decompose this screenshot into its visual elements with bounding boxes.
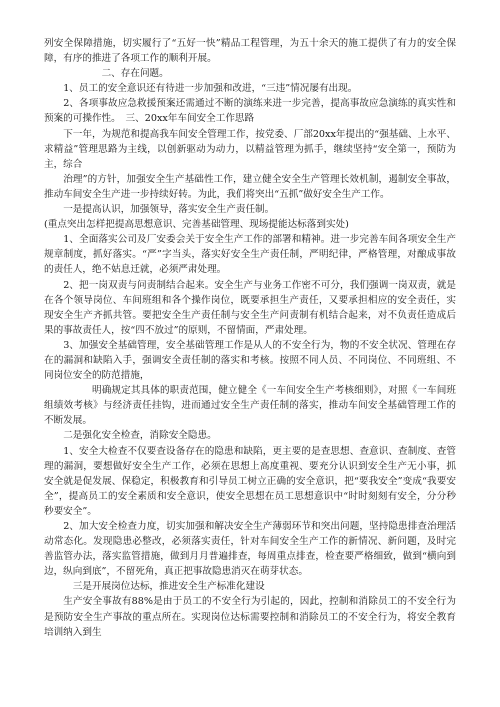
paragraph-item-1: 1、全面落实公司及厂安委会关于安全生产工作的部署和精神。进一步完善车间各项安全生产规章制度，抓好落实。“严”字当头，落实好安全生产责任制，严明纪律，严格管理，对酿成事故的责任人，绝不姑息迁就，必须严肃处理。 (44, 234, 456, 276)
paragraph-inspection-2: 2、加大安全检查力度，切实加强和解决安全生产薄弱环节和突出问题，坚持隐患排查治理活动常态化。发现隐患必整改，必须落实责任，针对车间安全生产工作的新情况、新问题，及时完善监管办法，落实监管措施，做到月月普遍排查，每周重点排查，检查要严格细致，做到“横向到边，纵向到底”，不留死角，真正把事故隐患消灭在萌芽状态。 (44, 521, 456, 578)
paragraph-standardization: 生产安全事故有88%是由于员工的不安全行为引起的，因此，控制和消除员工的不安全行为是预防安全生产事故的重点所在。实现岗位达标需要控制和消除员工的不安全行为，将安全教育培训纳入到生 (44, 596, 456, 638)
heading-point-1: 一是提高认识，加强领导，落实安全生产责任制。 (63, 204, 275, 216)
paragraph-inspection-1: 1、安全大检查不仅要查设备存在的隐患和缺陷，更主要的是查思想、查意识、查制度、查管理的漏洞，要想做好安全生产工作，必须在思想上高度重视、要充分认识到安全生产无小事，抓安全就是促发展、保稳定，积极教育和引导员工树立正确的安全意识，把“要我安全”变成“我要安全”，提高员工的安全素质和安全意识，使安全思想在员工思想意识中“时时刻刻有安全，分分秒秒要安全”。 (44, 445, 456, 517)
paragraph-policy: 治理”的方针，加强安全生产基础性工作，建立健全安全生产管理长效机制，遏制安全事故，推动车间安全生产进一步持续好转。为此，我们将突出“五抓”做好安全生产工作。 (44, 173, 456, 200)
paragraph-item-2: 2、把一岗双责与问责制结合起来。安全生产与业务工作密不可分，我们强调一岗双责，就是在各个领导岗位、车间班组和各个操作岗位，既要承担生产责任，又要承担相应的安全责任，实现安全生产齐抓共管。要把安全生产责任制与安全生产问责制有机结合起来，对不负责任造成后果的事故责任人，按“四不放过”的原则，不留情面，严肃处理。 (44, 279, 456, 336)
heading-point-2: 二是强化安全检查，消除安全隐患。 (63, 430, 217, 442)
paragraph-problem-1: 1、员工的安全意识还有待进一步加强和改进，“三违”情况屡有出现。 (63, 83, 358, 95)
paragraph-item-3: 3、加强安全基础管理，安全基础管理工作是从人的不安全行为，物的不安全状况、管理在存在的漏洞和缺陷入手，强调安全责任制的落实和考核。按照不同人员、不同岗位、不同班组、不同岗位安全的防范措施， (44, 339, 456, 382)
paragraph-problem-2: 2、各项事故应急救援预案还需通过不断的演练来进一步完善，提高事故应急演练的真实性和预案的可操作性。 三、20xx年车间安全工作思路 (44, 98, 456, 125)
paragraph-next-year: 下一年，为规范和提高我车间安全管理工作，按党委、厂部20xx年提出的“强基础、上水平、求精益”管理思路为主线，以创新驱动为动力，以精益管理为抓手，继续坚持“安全第一，预防为主，综合 (44, 128, 456, 170)
paragraph-item-3-cont: 明确规定其具体的职责范围，健立健全《一车间安全生产考核细则》，对照《一车间班组绩效考核》与经济责任挂钩，进而通过安全生产责任制的落实，推动车间安全基础管理工作的不断发展。 (44, 385, 456, 427)
heading-problems: 二、存在问题。 (101, 68, 169, 80)
heading-point-3: 三是开展岗位达标，推进安全生产标准化建设 (72, 581, 265, 593)
paragraph-focus-note: (重点突出怎样把提高思想意识、完善基础管理、现场提能达标落到实处) (44, 219, 349, 231)
paragraph-intro: 列安全保障措施，切实履行了“五好一快”精品工程管理，为五十余天的施工提供了有力的安全保障，有序的推进了各项工作的顺利开展。 (44, 38, 456, 65)
